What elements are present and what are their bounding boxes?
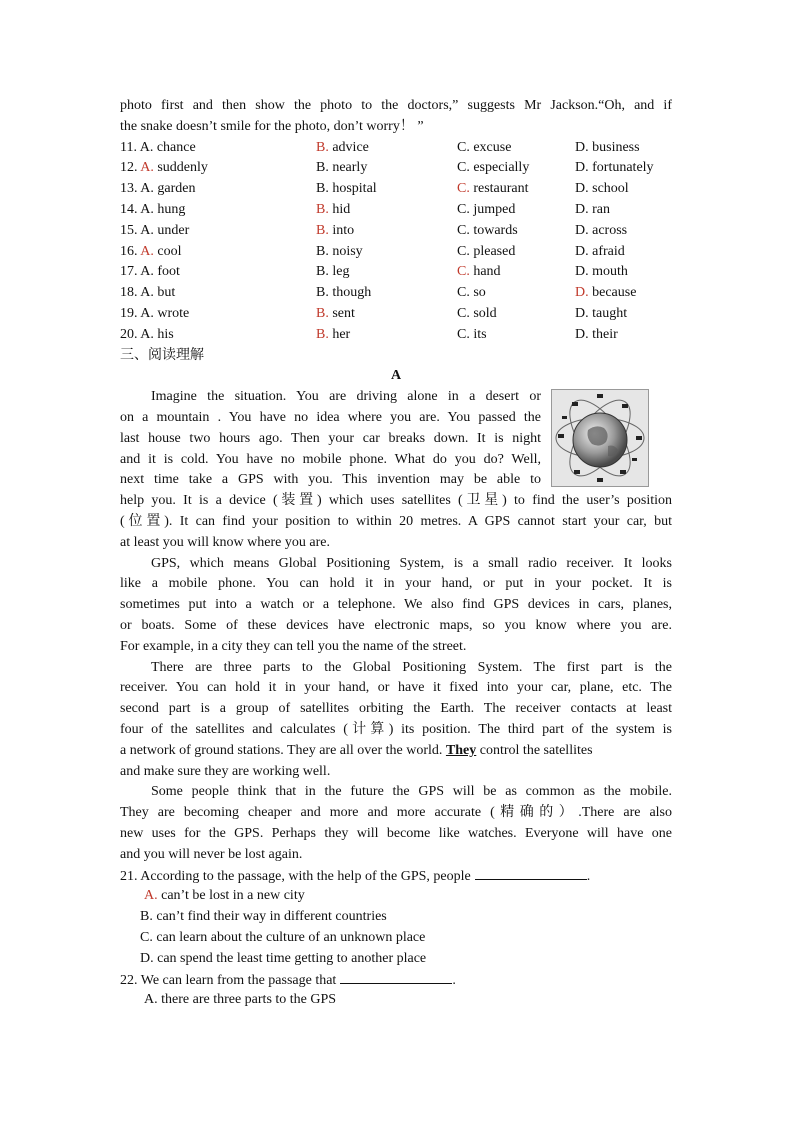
option-d: [575, 138, 640, 159]
option-a: [120, 886, 672, 907]
passage-line: help you. It is a device (装置) which uses satellites (卫星) to find the user’s position: [120, 493, 672, 509]
option-text: there are three parts to the GPS: [157, 992, 337, 1008]
passage-line: and make sure they are working well.: [120, 763, 331, 779]
option-letter: D.: [575, 160, 589, 176]
option-a: [120, 325, 174, 346]
option-b: [316, 200, 350, 221]
option-text: pleased: [469, 243, 516, 259]
option-a: [120, 283, 175, 304]
cloze-question-row: [120, 283, 672, 304]
answer-blank[interactable]: [475, 865, 587, 880]
option-letter: D.: [575, 201, 589, 217]
option-text: under: [153, 222, 190, 238]
option-d: [575, 242, 625, 263]
option-letter: A.: [140, 305, 154, 321]
option-c: [457, 179, 529, 200]
option-text: cool: [153, 243, 182, 259]
option-b: [316, 179, 377, 200]
passage-paragraph-2: [120, 554, 672, 658]
passage-line: second part is a group of satellites orbiting the Earth. The receiver contacts at least: [120, 701, 672, 717]
question-number: 18.: [120, 285, 141, 301]
option-text: sold: [469, 305, 497, 321]
passage-line: They are becoming cheaper and more and more accurate (精确的）.There are also: [120, 805, 672, 821]
option-letter: C.: [457, 222, 470, 238]
option-letter: B.: [316, 305, 329, 321]
option-letter: B.: [316, 201, 329, 217]
option-text: into: [328, 222, 355, 238]
option-text: because: [588, 285, 637, 301]
passage-text: control the satellites: [476, 742, 593, 758]
option-text: jumped: [469, 201, 516, 217]
option-d: [575, 304, 627, 325]
question-22: [120, 969, 672, 1011]
option-text: afraid: [588, 243, 625, 259]
option-a: [120, 221, 189, 242]
option-d: [575, 158, 654, 179]
question-number: 20.: [120, 326, 141, 342]
option-b: [316, 304, 355, 325]
option-text: fortunately: [588, 160, 654, 176]
option-a: [120, 304, 189, 325]
option-letter: D.: [575, 222, 589, 238]
option-text: hospital: [328, 181, 377, 197]
passage-paragraph-4: [120, 782, 672, 865]
passage-line: next time take a GPS with you. This invention may be able to: [120, 472, 541, 488]
option-c: [457, 283, 486, 304]
option-letter: B.: [316, 326, 329, 342]
passage-label: A: [390, 368, 402, 384]
option-letter: A.: [144, 888, 158, 904]
cloze-question-row: [120, 138, 672, 159]
option-letter: A.: [144, 992, 158, 1008]
option-letter: B.: [140, 909, 153, 925]
passage-line: on a mountain . You have no idea where you are. You passed the: [120, 409, 541, 425]
passage-line: For example, in a city they can tell you the name of the street.: [120, 638, 467, 654]
document-page: [120, 96, 672, 1011]
option-text: leg: [328, 264, 350, 280]
option-b: [316, 283, 371, 304]
option-c: [457, 138, 511, 159]
option-letter: D.: [575, 305, 589, 321]
question-number: 19.: [120, 305, 141, 321]
passage-line: new uses for the GPS. Perhaps they will become like watches. Everyone will have one: [120, 825, 672, 841]
question-stem: [120, 969, 672, 990]
option-letter: A.: [140, 181, 154, 197]
cloze-question-row: [120, 325, 672, 346]
option-text: foot: [153, 264, 180, 280]
option-text: school: [588, 181, 629, 197]
option-text: her: [328, 326, 351, 342]
passage-line: and you will never be lost again.: [120, 846, 303, 862]
option-a: [120, 200, 185, 221]
question-stem-text: 21. According to the passage, with the help of the GPS, people: [120, 869, 471, 885]
cloze-question-row: [120, 304, 672, 325]
option-letter: C.: [457, 139, 470, 155]
option-letter: B.: [316, 222, 329, 238]
option-text: hid: [328, 201, 351, 217]
option-letter: B.: [316, 264, 329, 280]
cloze-options-list: [120, 138, 672, 346]
option-a: [120, 242, 181, 263]
option-a: [120, 158, 208, 179]
option-d: [575, 221, 627, 242]
cloze-question-row: [120, 158, 672, 179]
passage-line: four of the satellites and calculates (计算) its position. The third part of the system is: [120, 721, 672, 737]
option-text: garden: [153, 181, 196, 197]
option-b: [316, 325, 350, 346]
cloze-question-row: [120, 179, 672, 200]
option-letter: C.: [457, 326, 470, 342]
option-letter: A.: [140, 201, 154, 217]
globe-satellites-icon: [551, 389, 649, 487]
option-c: [457, 262, 501, 283]
option-text: hand: [469, 264, 501, 280]
option-text: though: [328, 285, 372, 301]
option-d: [575, 325, 618, 346]
option-b: [316, 262, 349, 283]
option-text: can spend the least time getting to another place: [153, 950, 427, 966]
question-number: 14.: [120, 201, 141, 217]
intro-line: the snake doesn’t smile for the photo, don’t worry！ ”: [120, 118, 424, 134]
option-a: [120, 262, 180, 283]
intro-line: photo first and then show the photo to the doctors,” suggests Mr Jackson.“Oh, and if: [120, 98, 672, 113]
option-letter: C.: [457, 201, 470, 217]
passage-line: or boats. Some of these devices have electronic maps, so you know where you are.: [120, 617, 672, 633]
option-letter: D.: [575, 264, 589, 280]
option-letter: C.: [457, 160, 470, 176]
option-text: sent: [328, 305, 355, 321]
option-letter: C.: [457, 264, 470, 280]
option-d: [575, 179, 629, 200]
passage-line: and it is cold. You have no mobile phone. What do you do? Well,: [120, 451, 541, 467]
question-number: 16.: [120, 243, 141, 259]
option-text: towards: [469, 222, 518, 238]
option-text: ran: [588, 201, 611, 217]
option-text: noisy: [328, 243, 363, 259]
passage-text: a network of ground stations. They are all over the world.: [120, 742, 443, 758]
question-end: .: [586, 869, 591, 885]
option-c: [457, 200, 515, 221]
option-d: [575, 283, 636, 304]
option-text: so: [469, 285, 486, 301]
option-letter: A.: [140, 160, 154, 176]
option-letter: A.: [140, 264, 154, 280]
option-b: [120, 907, 672, 928]
passage-line: There are three parts to the Global Positioning System. The first part is the: [151, 659, 672, 675]
option-letter: D.: [575, 181, 589, 197]
passage-line: last house two hours ago. Then your car breaks down. It is night: [120, 430, 541, 446]
question-stem: [120, 865, 672, 886]
option-b: [316, 158, 367, 179]
option-letter: D.: [575, 326, 589, 342]
option-b: [316, 138, 369, 159]
passage-line: receiver. You can hold it in your hand, or have it fixed into your car, plane, etc. The: [120, 680, 672, 696]
option-text: wrote: [153, 305, 190, 321]
option-letter: C.: [457, 181, 470, 197]
option-b: [316, 221, 354, 242]
question-end: .: [452, 973, 456, 989]
cloze-question-row: [120, 262, 672, 283]
passage-paragraph-3: [120, 658, 672, 783]
question-number: 15.: [120, 222, 141, 238]
option-letter: A.: [140, 243, 154, 259]
option-letter: D.: [575, 285, 589, 301]
option-a: [120, 138, 196, 159]
option-letter: C.: [140, 929, 153, 945]
option-text: business: [588, 139, 640, 155]
passage-line: like a mobile phone. You can hold it in your hand, or put in your pocket. It is: [120, 576, 672, 592]
globe-image: [552, 390, 648, 486]
option-text: suddenly: [153, 160, 208, 176]
option-text: can’t find their way in different countries: [152, 909, 387, 925]
option-letter: A.: [140, 285, 154, 301]
option-text: restaurant: [469, 181, 529, 197]
option-letter: D.: [140, 950, 154, 966]
option-letter: C.: [457, 285, 470, 301]
option-text: its: [469, 326, 487, 342]
option-c: [457, 158, 529, 179]
underlined-they: They: [445, 742, 477, 758]
passage-line: at least you will know where you are.: [120, 534, 330, 550]
option-b: [316, 242, 363, 263]
section-heading: 三、阅读理解: [120, 347, 204, 363]
cloze-question-row: [120, 221, 672, 242]
option-a: [120, 990, 672, 1011]
option-letter: A.: [140, 222, 154, 238]
option-text: across: [588, 222, 628, 238]
question-number: 11.: [120, 139, 140, 155]
option-text: but: [153, 285, 176, 301]
option-letter: B.: [316, 285, 329, 301]
option-text: their: [588, 326, 618, 342]
question-21: [120, 865, 672, 969]
question-stem-text: 22. We can learn from the passage that: [120, 973, 337, 989]
question-number: 17.: [120, 264, 141, 280]
option-letter: D.: [575, 139, 589, 155]
option-letter: A.: [139, 139, 154, 155]
option-letter: A.: [140, 326, 154, 342]
passage-line: GPS, which means Global Positioning System, is a small radio receiver. It looks: [151, 555, 672, 571]
option-text: excuse: [469, 139, 512, 155]
option-text: especially: [469, 160, 530, 176]
option-c: [120, 928, 672, 949]
option-letter: C.: [457, 243, 470, 259]
option-letter: B.: [316, 243, 329, 259]
passage-line: Imagine the situation. You are driving alone in a desert or: [151, 389, 541, 405]
option-letter: B.: [316, 181, 329, 197]
option-d: [120, 949, 672, 970]
option-text: hung: [153, 201, 186, 217]
option-text: mouth: [588, 264, 628, 280]
option-text: taught: [588, 305, 628, 321]
option-text: chance: [153, 139, 196, 155]
option-text: his: [153, 326, 174, 342]
option-c: [457, 242, 515, 263]
option-letter: B.: [316, 139, 329, 155]
option-text: advice: [328, 139, 369, 155]
question-number: 13.: [120, 181, 141, 197]
passage-line: (位置). It can find your position to within 20 metres. A GPS cannot start your car, but: [120, 513, 672, 529]
option-letter: B.: [316, 160, 329, 176]
option-c: [457, 221, 518, 242]
question-number: 12.: [120, 160, 141, 176]
option-a: [120, 179, 195, 200]
passage-line: sometimes put into a watch or a telephone. We also find GPS devices in cars, planes,: [120, 597, 672, 613]
cloze-question-row: [120, 200, 672, 221]
answer-blank[interactable]: [340, 969, 452, 984]
option-d: [575, 200, 610, 221]
option-c: [457, 304, 497, 325]
option-text: can’t be lost in a new city: [157, 888, 305, 904]
option-text: can learn about the culture of an unknown place: [152, 929, 426, 945]
cloze-question-row: [120, 242, 672, 263]
option-d: [575, 262, 628, 283]
option-c: [457, 325, 487, 346]
passage-line: Some people think that in the future the GPS will be as common as the mobile.: [151, 784, 672, 800]
passage-line: [120, 741, 672, 762]
option-text: nearly: [328, 160, 368, 176]
option-letter: D.: [575, 243, 589, 259]
option-letter: C.: [457, 305, 470, 321]
